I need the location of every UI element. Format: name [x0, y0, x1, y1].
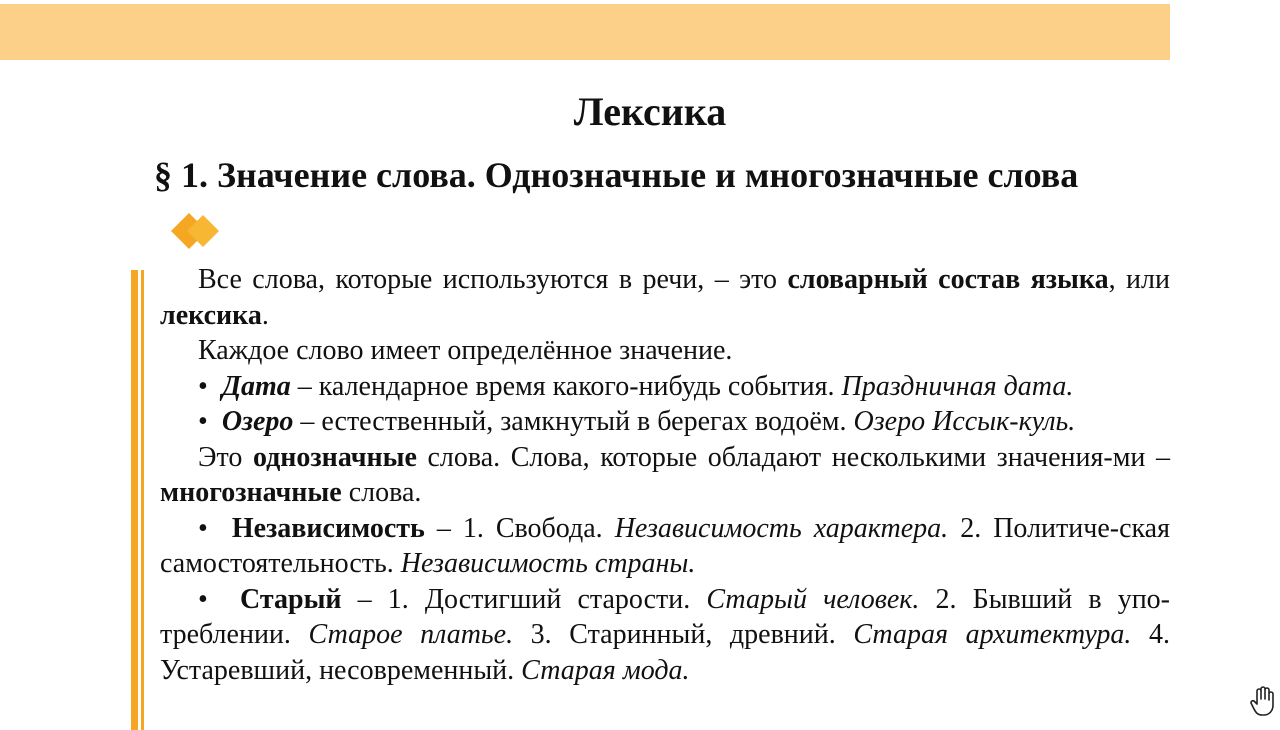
example: Старая архитектура. [853, 619, 1132, 650]
term-lake: Озеро [221, 406, 294, 437]
example: Озеро Иссык-куль. [853, 406, 1076, 437]
list-item: • Дата – календарное время какого-нибудь события. Праздничная дата. [198, 370, 1074, 402]
example: Праздничная дата. [841, 370, 1074, 402]
list-item: • Независимость – 1. Свобода. Независимость характера. 2. Политиче-ская самостоятельность. Независимость страны. [160, 512, 1170, 579]
accent-bar [131, 270, 138, 730]
term-polysemous: многозначные [160, 477, 342, 508]
term-date: Дата [221, 370, 291, 402]
example: Независимость страны. [400, 548, 696, 579]
term-lexicon: лексика [160, 299, 262, 331]
term-vocabulary: словарный состав языка [787, 264, 1109, 295]
section-title: Лексика [573, 89, 727, 134]
term-old: Старый [240, 583, 342, 615]
paragraph-intro: Все слова, которые используются в речи, – это словарный состав языка, или лексика. [160, 264, 1170, 331]
paragraph-polysemy: Это однозначные слова. Слова, которые обладают несколькими значения-ми – многозначные слова. [160, 441, 1170, 508]
example: Независимость характера. [614, 512, 949, 544]
double-diamond-icon [171, 211, 223, 251]
example: Старый человек. [706, 583, 920, 615]
list-item: • Озеро – естественный, замкнутый в берегах водоём. Озеро Иссык-куль. [198, 406, 1076, 437]
list-item: • Старый – 1. Достигший старости. Старый человек. 2. Бывший в упо-треблении. Старое платье. 3. Старинный, древний. Старая архитектура. 4. Устаревший, несовременный. Старая мода. [160, 583, 1171, 686]
paragraph-meaning: Каждое слово имеет определённое значение. [198, 335, 733, 366]
hand-cursor-icon [1250, 686, 1276, 716]
body-text [160, 262, 1170, 688]
paragraph-title: § 1. Значение слова. Однозначные и многозначные слова [154, 155, 1079, 195]
term-monosemous: однозначные [252, 441, 417, 473]
example: Старое платье. [308, 619, 514, 650]
term-independence: Независимость [231, 512, 425, 544]
accent-bar-thin [141, 270, 144, 730]
example: Старая мода. [521, 654, 690, 686]
top-color-band [0, 4, 1170, 60]
